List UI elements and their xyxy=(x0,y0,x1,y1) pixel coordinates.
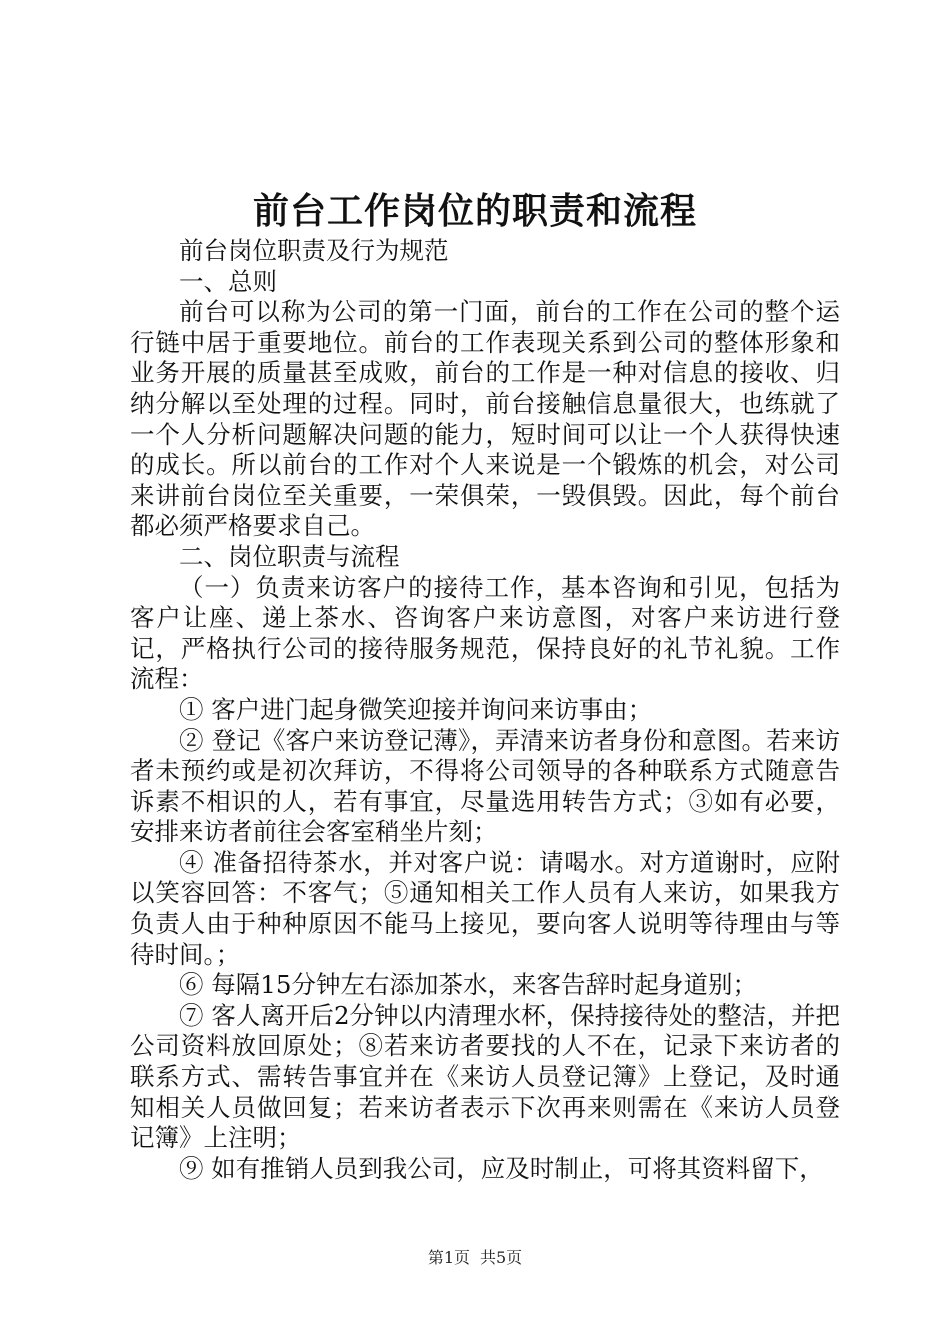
page-total: 共5页 xyxy=(480,1248,523,1267)
paragraph: 二、岗位职责与流程 xyxy=(179,541,400,571)
paragraph: ⑦ 客人离开后2分钟以内清理水杯，保持接待处的整洁，并把公司资料放回原处；⑧若来访者要找的人不在，记录下来访者的联系方式、需转告事宜并在《来访人员登记簿》上登记，及时通知相关人员做回复；若来访者表示下次再来则需在《来访人员登记簿》上注明； xyxy=(130,1000,840,1153)
paragraph: 一、总则 xyxy=(179,266,277,296)
paragraph: ② 登记《客户来访登记薄》，弄清来访者身份和意图。若来访者未预约或是初次拜访，不得将公司领导的各种联系方式随意告诉素不相识的人，若有事宜，尽量选用转告方式；③如有必要，安排来访者前往会客室稍坐片刻； xyxy=(130,725,840,847)
paragraph: 前台岗位职责及行为规范 xyxy=(179,236,449,265)
page-footer xyxy=(0,1245,950,1268)
paragraph: ① 客户进门起身微笑迎接并询问来访事由； xyxy=(179,694,653,724)
page-number: 第1页 xyxy=(427,1248,470,1267)
paragraph: ④ 准备招待茶水，并对客户说：请喝水。对方道谢时，应附以笑容回答：不客气；⑤通知相关工作人员有人来访，如果我方负责人由于种种原因不能马上接见，要向客人说明等待理由与等待时间。； xyxy=(130,847,840,969)
paragraph: ⑨ 如有推销人员到我公司，应及时制止，可将其资料留下， xyxy=(179,1153,824,1183)
paragraph: （一）负责来访客户的接待工作，基本咨询和引见，包括为客户让座、递上茶水、咨询客户来访意图，对客户来访进行登记，严格执行公司的接待服务规范，保持良好的礼节礼貌。工作流程： xyxy=(130,572,840,694)
paragraph: ⑥ 每隔15分钟左右添加茶水，来客告辞时起身道别； xyxy=(179,970,757,1000)
paragraph: 前台可以称为公司的第一门面，前台的工作在公司的整个运行链中居于重要地位。前台的工作表现关系到公司的整体形象和业务开展的质量甚至成败，前台的工作是一种对信息的接收、归纳分解以至处理的过程。同时，前台接触信息量很大，也练就了一个人分析问题解决问题的能力，短时间可以让一个人获得快速的成长。所以前台的工作对个人来说是一个锻炼的机会，对公司来讲前台岗位至关重要，一荣俱荣，一毁俱毁。因此，每个前台都必须严格要求自己。 xyxy=(130,297,840,541)
document-title: 前台工作岗位的职责和流程 xyxy=(252,190,697,232)
document-body xyxy=(130,236,840,1184)
